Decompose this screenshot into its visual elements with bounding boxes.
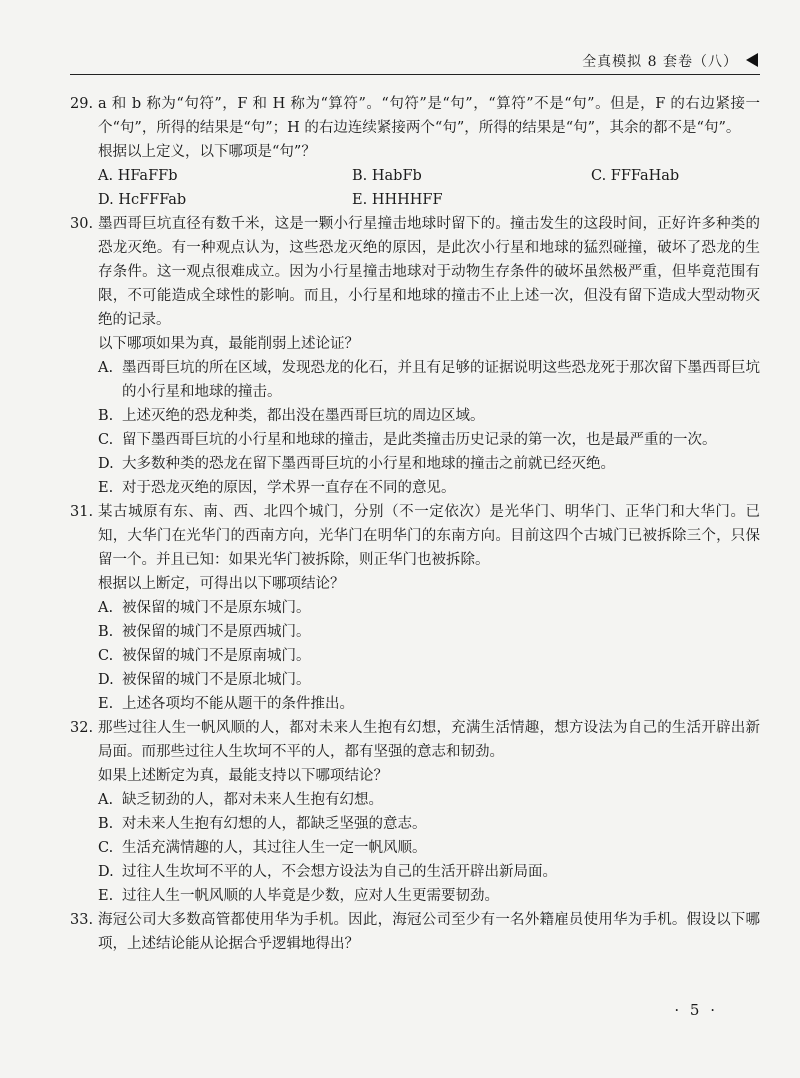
question-33 <box>70 908 760 956</box>
question-number: 30. <box>70 216 94 232</box>
option-c: C. FFFaHab <box>591 168 680 184</box>
question-30 <box>70 212 760 500</box>
question-stem: 墨西哥巨坑直径有数千米，这是一颗小行星撞击地球时留下的。撞击发生的这段时间，正好许多种类的恐龙灭绝。有一种观点认为，这些恐龙灭绝的原因，是此次小行星和地球的猛烈碰撞，破坏了恐龙的生存条件。这一观点很难成立。因为小行星撞击地球对于动物生存条件的破坏虽然极严重，但毕竟范围有限，不可能造成全球性的影响。而且，小行星和地球的撞击不止上述一次，但没有留下造成大型动物灭绝的记录。 <box>98 216 760 328</box>
question-prompt: 根据以上定义，以下哪项是“句”？ <box>98 144 316 160</box>
question-number: 32. <box>70 720 94 736</box>
option-b: B. 对未来人生抱有幻想的人，都缺乏坚强的意志。 <box>98 816 427 832</box>
question-prompt: 根据以上断定，可得出以下哪项结论？ <box>98 576 345 592</box>
option-a: A. HFaFFb <box>98 168 178 184</box>
option-d: D. HcFFFab <box>98 192 187 208</box>
left-triangle-icon <box>746 53 758 67</box>
question-29 <box>70 92 760 212</box>
option-c: C. 留下墨西哥巨坑的小行星和地球的撞击，是此类撞击历史记录的第一次，也是最严重的一次。 <box>98 432 717 448</box>
option-b: B. HabFb <box>352 168 422 184</box>
option-e: E. 对于恐龙灭绝的原因，学术界一直存在不同的意见。 <box>98 480 456 496</box>
question-stem: 那些过往人生一帆风顺的人，都对未来人生抱有幻想，充满生活情趣，想方设法为自己的生活开辟出新局面。而那些过往人生坎坷不平的人，都有坚强的意志和韧劲。 <box>98 720 760 760</box>
page-header <box>70 40 760 70</box>
question-number: 29. <box>70 96 94 112</box>
question-number: 33. <box>70 912 94 928</box>
question-32 <box>70 716 760 908</box>
option-e: E. 上述各项均不能从题干的条件推出。 <box>98 696 354 712</box>
option-a: A. 被保留的城门不是原东城门。 <box>98 600 311 616</box>
option-c: C. 生活充满情趣的人，其过往人生一定一帆风顺。 <box>98 840 427 856</box>
question-stem: a 和 b 称为“句符”，F 和 H 称为“算符”。“句符”是“句”，“算符”不是“句”。但是，F 的右边紧接一个“句”，所得的结果是“句”；H 的右边连续紧接两个“句”，所得的结果是“句”，其余的都不是“句”。 <box>98 96 760 136</box>
option-e: E. HHHHFF <box>352 192 443 208</box>
option-d: D. 被保留的城门不是原北城门。 <box>98 672 311 688</box>
option-d: D. 大多数种类的恐龙在留下墨西哥巨坑的小行星和地球的撞击之前就已经灭绝。 <box>98 456 615 472</box>
page-number: · 5 · <box>674 1001 718 1019</box>
option-b: B. 上述灭绝的恐龙种类，都出没在墨西哥巨坑的周边区域。 <box>98 408 485 424</box>
header-rule <box>70 74 760 75</box>
question-prompt: 以下哪项如果为真，最能削弱上述论证？ <box>98 336 359 352</box>
question-prompt: 如果上述断定为真，最能支持以下哪项结论？ <box>98 768 388 784</box>
header-title: 全真模拟 8 套卷（八） <box>582 54 738 70</box>
option-a: A. 墨西哥巨坑的所在区域，发现恐龙的化石，并且有足够的证据说明这些恐龙死于那次留下墨西哥巨坑的小行星和地球的撞击。 <box>98 360 760 400</box>
question-stem: 某古城原有东、南、西、北四个城门，分别（不一定依次）是光华门、明华门、正华门和大华门。已知，大华门在光华门的西南方向，光华门在明华门的东南方向。目前这四个古城门已被拆除三个，只保留一个。并且已知：如果光华门被拆除，则正华门也被拆除。 <box>98 504 760 568</box>
option-e: E. 过往人生一帆风顺的人毕竟是少数，应对人生更需要韧劲。 <box>98 888 499 904</box>
option-row <box>70 164 760 188</box>
question-number: 31. <box>70 504 94 520</box>
question-31 <box>70 500 760 716</box>
question-stem: 海冠公司大多数高管都使用华为手机。因此，海冠公司至少有一名外籍雇员使用华为手机。假设以下哪项，上述结论能从论据合乎逻辑地得出？ <box>98 912 760 952</box>
option-a: A. 缺乏韧劲的人，都对未来人生抱有幻想。 <box>98 792 383 808</box>
option-c: C. 被保留的城门不是原南城门。 <box>98 648 311 664</box>
option-d: D. 过往人生坎坷不平的人，不会想方设法为自己的生活开辟出新局面。 <box>98 864 557 880</box>
question-list <box>70 92 760 956</box>
option-b: B. 被保留的城门不是原西城门。 <box>98 624 311 640</box>
option-row <box>70 188 760 212</box>
